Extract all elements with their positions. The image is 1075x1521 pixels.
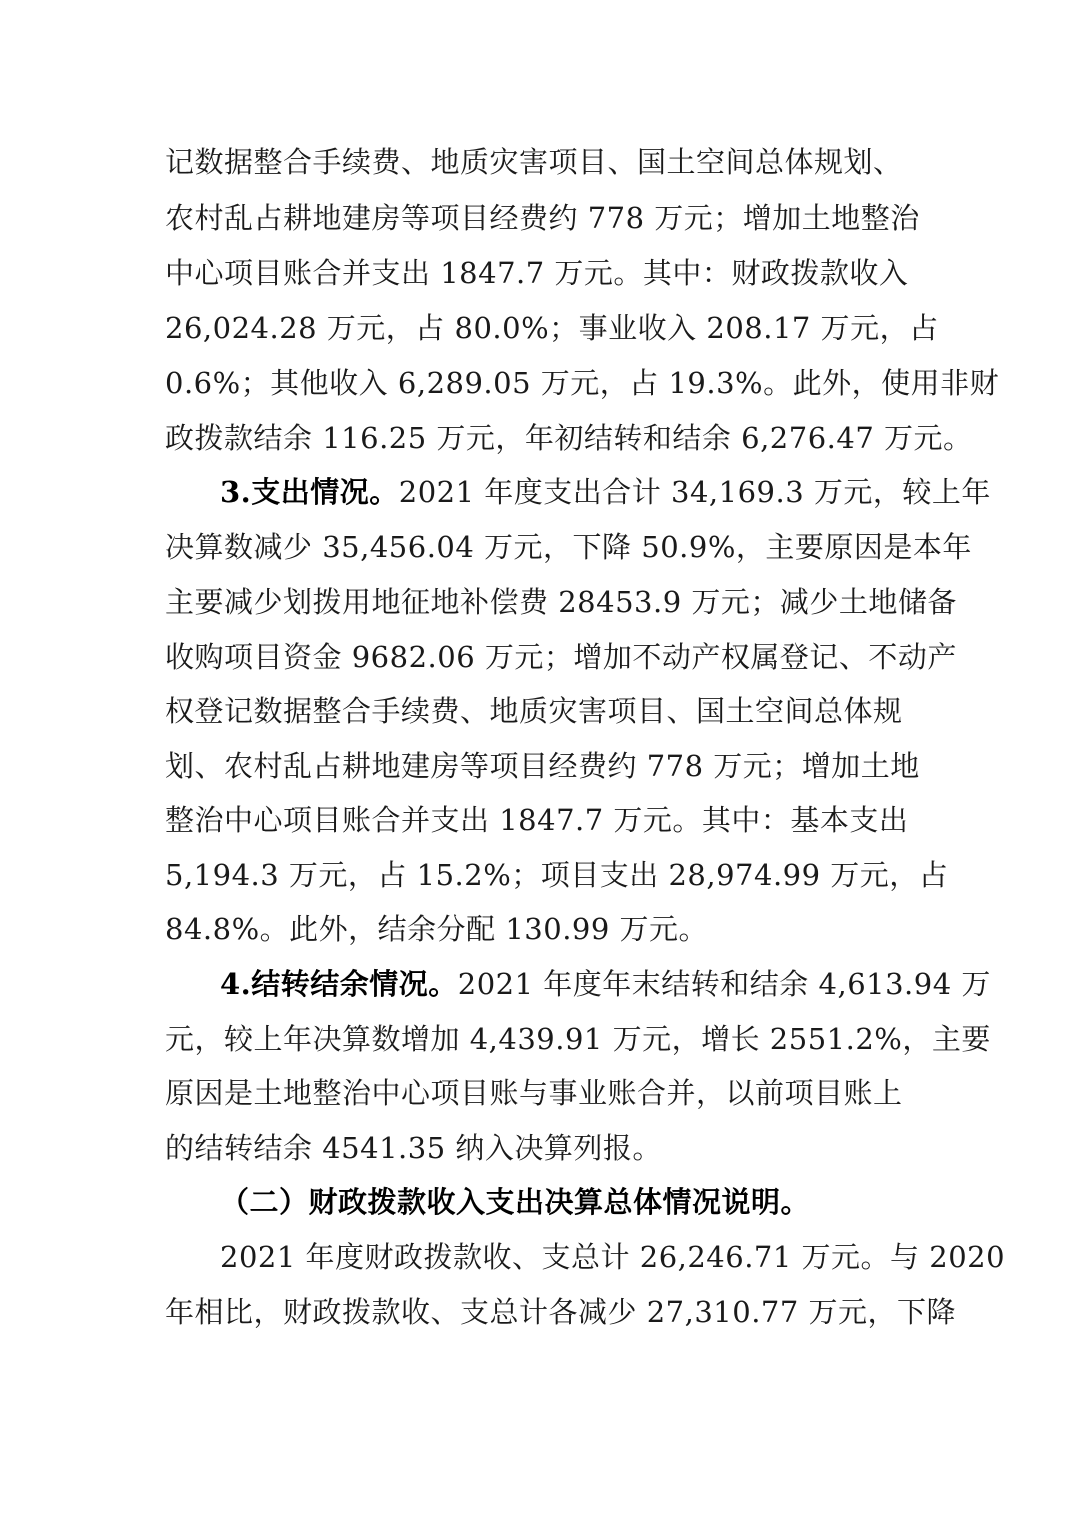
text-line: 2021 年度年末结转和结余 4,613.94 万 <box>457 967 991 1001</box>
section-heading-carryover: 4.结转结余情况。 <box>220 967 458 1001</box>
text-line: 26,024.28 万元，占 80.0%；事业收入 208.17 万元，占 <box>165 311 939 345</box>
text-line: 原因是土地整治中心项目账与事业账合并，以前项目账上 <box>165 1076 903 1110</box>
paragraph-first-line <box>220 474 991 510</box>
text-line: 84.8%。此外，结余分配 130.99 万元。 <box>165 912 709 946</box>
text-line: 年相比，财政拨款收、支总计各减少 27,310.77 万元，下降 <box>165 1295 957 1329</box>
text-line: 0.6%；其他收入 6,289.05 万元，占 19.3%。此外，使用非财 <box>165 366 1000 400</box>
text-line: 2021 年度财政拨款收、支总计 26,246.71 万元。与 2020 <box>220 1240 1006 1274</box>
text-line: 主要减少划拨用地征地补偿费 28453.9 万元；减少土地储备 <box>165 585 957 619</box>
text-line: 中心项目账合并支出 1847.7 万元。其中：财政拨款收入 <box>165 256 909 290</box>
section-heading-expenditure: 3.支出情况。 <box>220 475 399 509</box>
paragraph-first-line <box>220 966 991 1002</box>
text-line: 5,194.3 万元，占 15.2%；项目支出 28,974.99 万元，占 <box>165 858 949 892</box>
text-line: 划、农村乱占耕地建房等项目经费约 778 万元；增加土地 <box>165 749 920 783</box>
text-line: 记数据整合手续费、地质灾害项目、国土空间总体规划、 <box>165 145 903 179</box>
text-line: 的结转结余 4541.35 纳入决算列报。 <box>165 1131 662 1165</box>
text-line: 收购项目资金 9682.06 万元；增加不动产权属登记、不动产 <box>165 640 957 674</box>
text-line: 2021 年度支出合计 34,169.3 万元，较上年 <box>398 475 991 509</box>
text-line: 元，较上年决算数增加 4,439.91 万元，增长 2551.2%，主要 <box>165 1022 991 1056</box>
text-line: 决算数减少 35,456.04 万元，下降 50.9%，主要原因是本年 <box>165 530 972 564</box>
text-line: 政拨款结余 116.25 万元，年初结转和结余 6,276.47 万元。 <box>165 421 973 455</box>
text-line: 整治中心项目账合并支出 1847.7 万元。其中：基本支出 <box>165 803 909 837</box>
text-line: 农村乱占耕地建房等项目经费约 778 万元；增加土地整治 <box>165 201 920 235</box>
text-line: 权登记数据整合手续费、地质灾害项目、国土空间总体规 <box>165 694 903 728</box>
subsection-heading: （二）财政拨款收入支出决算总体情况说明。 <box>220 1185 811 1219</box>
